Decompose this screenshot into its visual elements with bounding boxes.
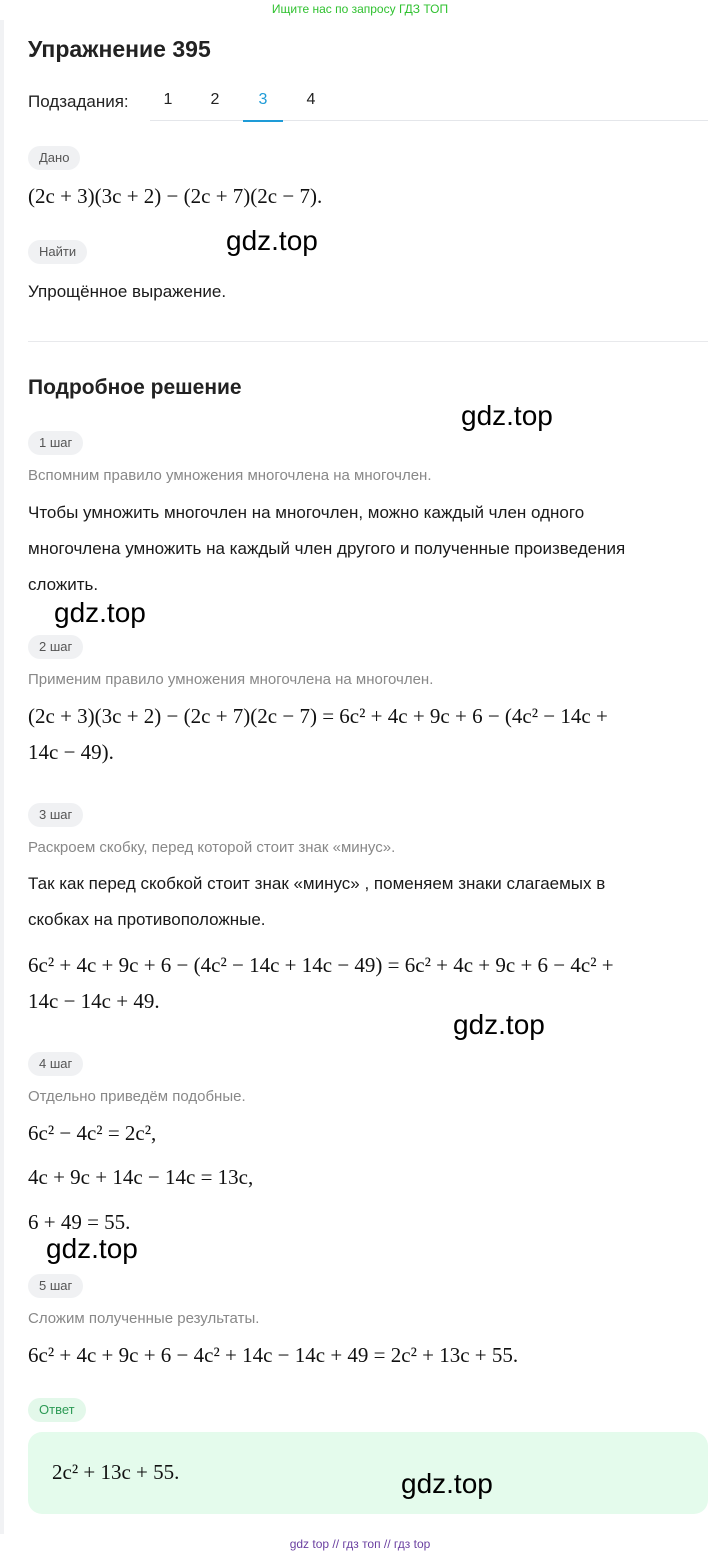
step-2-chip: 2 шаг: [28, 635, 83, 659]
left-rule: [0, 20, 4, 1534]
step-1-line-2: многочлена умножить на каждый член другого и полученные произведения: [28, 539, 626, 558]
solution-title: Подробное решение: [28, 376, 242, 399]
step-4-math-3: 6 + 49 = 55.: [28, 1210, 131, 1234]
given-expression-text: (2c + 3)(3c + 2) − (2c + 7)(2c − 7).: [28, 184, 323, 208]
tab-3[interactable]: 3: [243, 86, 283, 122]
step-4-math-2: 4c + 9c + 14c − 14c = 13c,: [28, 1165, 254, 1189]
step-5-hint: Сложим полученные результаты.: [28, 1310, 260, 1327]
footer-links[interactable]: gdz top // гдз топ // гдз top: [289, 1537, 431, 1551]
step-1-chip: 1 шаг: [28, 431, 83, 455]
watermark-2: gdz.top: [461, 400, 553, 431]
tab-4[interactable]: 4: [306, 91, 316, 108]
step-2-math-2: 14c − 49).: [28, 740, 114, 764]
step-1-line-3: сложить.: [28, 575, 99, 594]
step-4-hint: Отдельно приведём подобные.: [28, 1088, 246, 1105]
given-expression: [28, 184, 322, 209]
tab-2[interactable]: 2: [210, 91, 220, 108]
subtasks-label: Подзадания:: [28, 92, 129, 111]
tab-1[interactable]: 1: [163, 91, 173, 108]
step-2-hint: Применим правило умножения многочлена на многочлен.: [28, 671, 434, 688]
answer-chip: Ответ: [28, 1398, 86, 1422]
given-chip: Дано: [28, 146, 80, 170]
watermark-3: gdz.top: [54, 597, 146, 628]
step-3-hint: Раскроем скобку, перед которой стоит знак «минус».: [28, 839, 396, 856]
find-text: Упрощённое выражение.: [28, 282, 227, 301]
step-4-math-1: 6c² − 4c² = 2c²,: [28, 1121, 157, 1145]
step-3-line-2: скобках на противоположные.: [28, 910, 266, 929]
step-1-line-1: Чтобы умножить многочлен на многочлен, можно каждый член одного: [28, 503, 585, 522]
page-title: Упражнение 395: [28, 36, 211, 62]
watermark-6: gdz.top: [401, 1468, 493, 1499]
step-4-chip: 4 шаг: [28, 1052, 83, 1076]
answer-expression: 2c² + 13c + 55.: [52, 1460, 180, 1484]
answer-box: [28, 1432, 708, 1514]
step-3-math-1: 6c² + 4c + 9c + 6 − (4c² − 14c + 14c − 49) = 6c² + 4c + 9c + 6 − 4c² +: [28, 953, 614, 977]
subtasks-tabs: [28, 86, 708, 122]
watermark-1: gdz.top: [226, 225, 318, 256]
step-5-math-1: 6c² + 4c + 9c + 6 − 4c² + 14c − 14c + 49 = 2c² + 13c + 55.: [28, 1343, 519, 1367]
divider: [28, 341, 708, 342]
step-3-line-1: Так как перед скобкой стоит знак «минус» , поменяем знаки слагаемых в: [28, 874, 606, 893]
step-1-hint: Вспомним правило умножения многочлена на многочлен.: [28, 467, 432, 484]
find-chip: Найти: [28, 240, 87, 264]
top-banner[interactable]: Ищите нас по запросу ГДЗ ТОП: [271, 2, 449, 16]
step-5-chip: 5 шаг: [28, 1274, 83, 1298]
step-3-chip: 3 шаг: [28, 803, 83, 827]
watermark-5: gdz.top: [46, 1233, 138, 1264]
step-2-math-1: (2c + 3)(3c + 2) − (2c + 7)(2c − 7) = 6c² + 4c + 9c + 6 − (4c² − 14c +: [28, 704, 608, 728]
watermark-4: gdz.top: [453, 1009, 545, 1040]
step-3-math-2: 14c − 14c + 49.: [28, 989, 160, 1013]
